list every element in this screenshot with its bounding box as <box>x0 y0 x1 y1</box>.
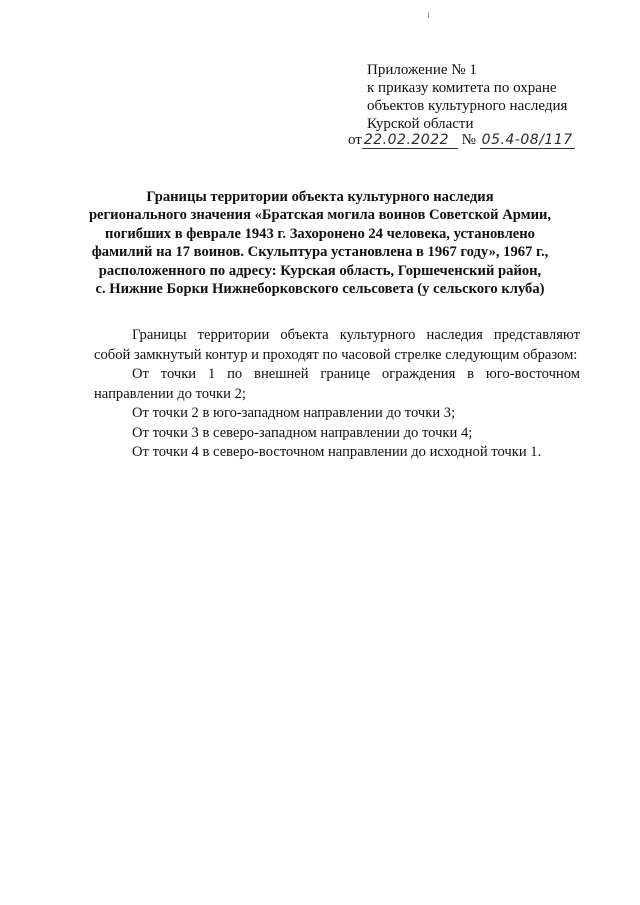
order-date: 22.02.2022 <box>362 132 458 149</box>
number-prefix: № <box>461 132 476 148</box>
title-line: фамилий на 17 воинов. Скульптура установлена в 1967 году», 1967 г., <box>91 244 549 261</box>
appendix-number: Приложение № 1 <box>367 62 477 78</box>
title-line: расположенного по адресу: Курская область, Горшеченский район, <box>98 262 542 279</box>
title-line: погибших в феврале 1943 г. Захоронено 24 человека, установлено <box>105 225 535 242</box>
scan-mark <box>428 12 429 18</box>
title-line: Границы территории объекта культурного наследия <box>146 189 494 205</box>
boundary-point-paragraph: От точки 3 в северо-западном направлении до точки 4; <box>132 424 473 441</box>
intro-paragraph: Границы территории объекта культурного наследия представляют собой замкнутый контур и проходят по часовой стрелке следующим образом: <box>94 327 580 363</box>
order-number: 05.4-08/117 <box>481 132 573 148</box>
title-line: с. Нижние Борки Нижнеборковского сельсовета (у сельского клуба) <box>95 281 545 298</box>
appendix-order-ref: к приказу комитета по охране <box>367 80 557 96</box>
date-prefix: от <box>348 132 362 148</box>
appendix-region: Курской области <box>367 116 474 132</box>
appendix-header <box>367 61 567 133</box>
boundary-point-paragraph: От точки 2 в юго-западном направлении до точки 3; <box>132 405 456 421</box>
boundary-point-paragraph: От точки 1 по внешней границе ограждения в юго-восточном направлении до точки 2; <box>94 366 580 402</box>
order-date-line <box>348 130 575 150</box>
title-line: регионального значения «Братская могила воинов Советской Армии, <box>88 207 552 224</box>
boundary-point-paragraph: От точки 4 в северо-восточном направлении до исходной точки 1. <box>132 444 542 460</box>
appendix-committee-name: объектов культурного наследия <box>367 98 568 114</box>
document-body <box>94 326 580 463</box>
document-title <box>60 188 580 298</box>
